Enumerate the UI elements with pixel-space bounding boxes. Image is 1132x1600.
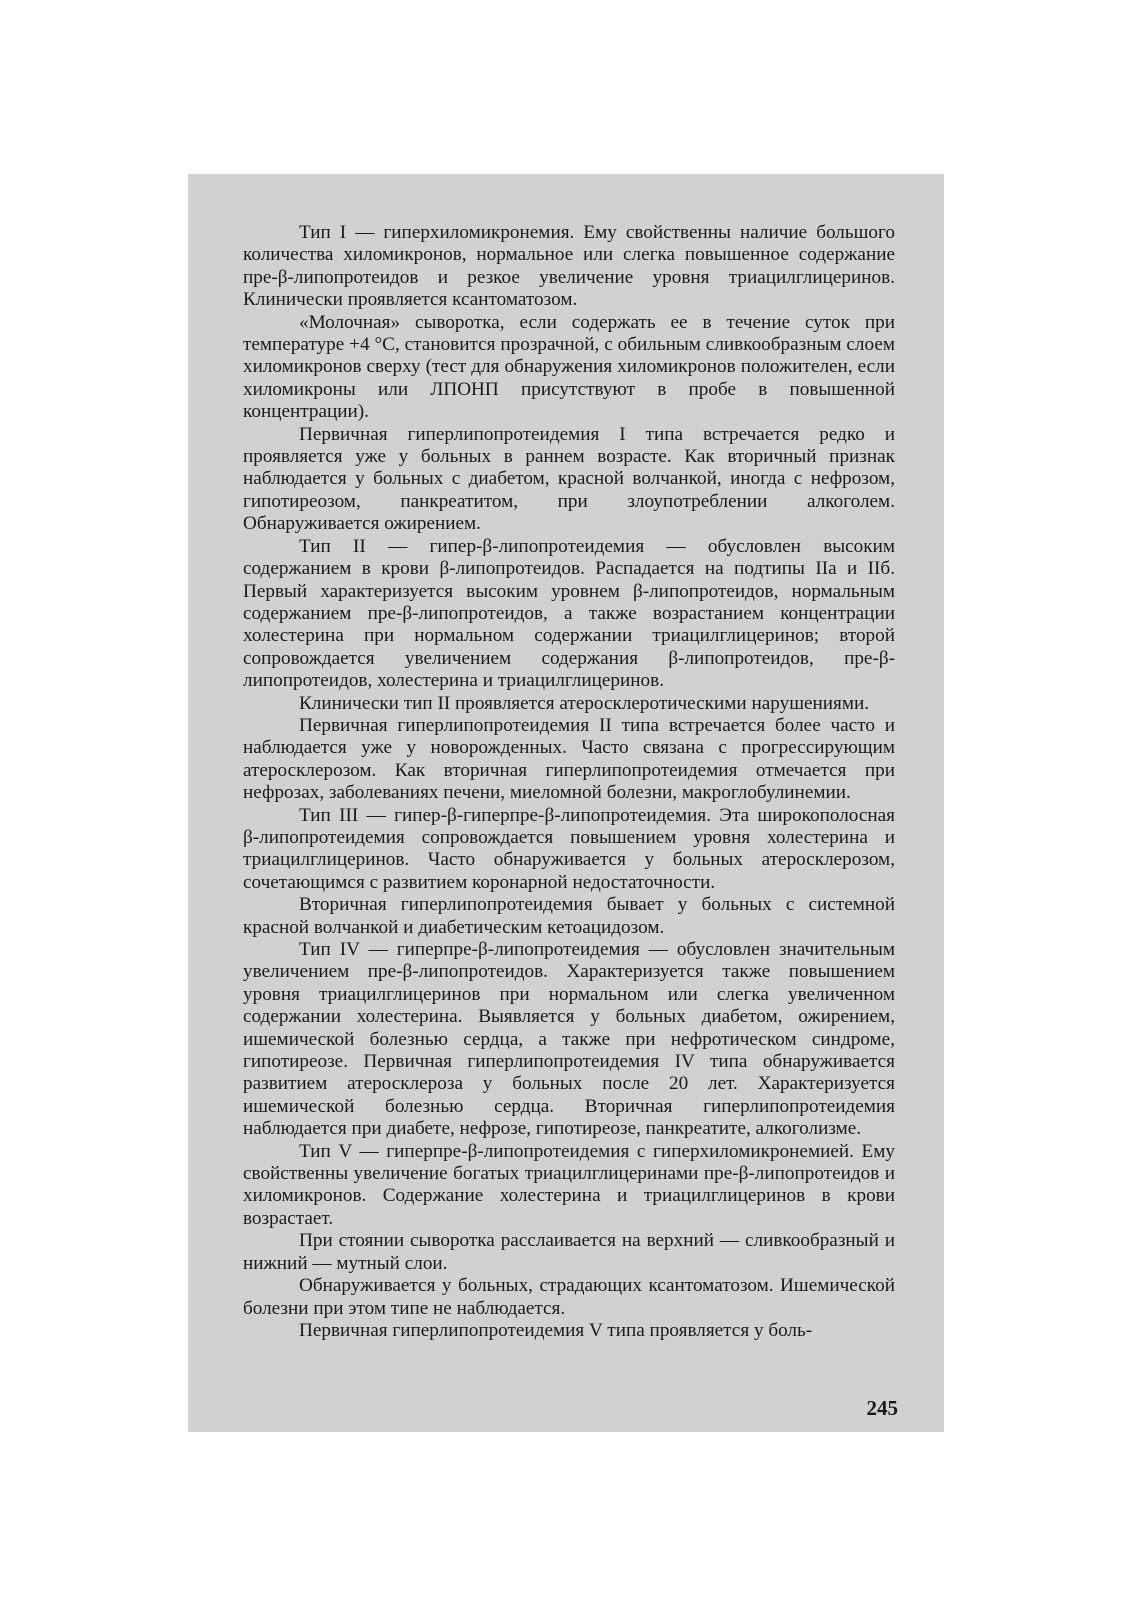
paragraph: Тип II — гипер-β-липопротеидемия — обусловлен высоким содержанием в крови β-липопротеидов. Распадается на подтипы IIа и IIб. Первый характеризуется высоким уровнем β-липопротеидов, нормальным содержанием пре-β-липопротеидов, а также возрастанием концентрации холестерина при нормальном содержании триацилглицеринов; второй сопровождается увеличением содержания β-липопротеидов, пре-β-липопротеидов, холестерина и триацилглицеринов. bbox=[243, 535, 895, 692]
body-text bbox=[243, 222, 895, 1342]
paragraph: Первичная гиперлипопротеидемия V типа проявляется у боль- bbox=[299, 1319, 813, 1341]
paragraph: Тип V — гиперпре-β-липопротеидемия с гиперхиломикронемией. Ему свойственны увеличение богатых триацилглицеринами пре-β-липопротеидов и хиломикронов. Содержание холестерина и триацилглицеринов в крови возрастает. bbox=[243, 1140, 895, 1229]
paragraph: Первичная гиперлипопротеидемия I типа встречается редко и проявляется уже у больных в раннем возрасте. Как вторичный признак наблюдается у больных с диабетом, красной волчанкой, иногда с нефрозом, гипотиреозом, панкреатитом, при злоупотреблении алкоголем. Обнаруживается ожирением. bbox=[243, 423, 895, 535]
paragraph: При стоянии сыворотка расслаивается на верхний — сливкообразный и нижний — мутный слои. bbox=[243, 1230, 895, 1274]
scanned-page bbox=[188, 174, 944, 1432]
paragraph: Тип IV — гиперпре-β-липопротеидемия — обусловлен значительным увеличением пре-β-липопротеидов. Характеризуется также повышением уровня триацилглицеринов при нормальном или слегка увеличенном содержании холестерина. Выявляется у больных диабетом, ожирением, ишемической болезнью сердца, а также при нефротическом синдроме, гипотиреозе. Первичная гиперлипопротеидемия IV типа обнаруживается развитием атеросклероза у больных после 20 лет. Характеризуется ишемической болезнью сердца. Вторичная гиперлипопротеидемия наблюдается при диабете, нефрозе, гипотиреозе, панкреатите, алкоголизме. bbox=[243, 939, 895, 1140]
paragraph: Тип III — гипер-β-гиперпре-β-липопротеидемия. Эта широкополосная β-липопротеидемия сопровождается повышением уровня холестерина и триацилглицеринов. Часто обнаруживается у больных атеросклерозом, сочетающимся с развитием коронарной недостаточности. bbox=[243, 804, 895, 893]
paragraph: Обнаруживается у больных, страдающих ксантоматозом. Ишемической болезни при этом типе не наблюдается. bbox=[243, 1275, 895, 1319]
paragraph: Клинически тип II проявляется атеросклеротическими нарушениями. bbox=[299, 692, 870, 714]
paragraph: Тип I — гиперхиломикронемия. Ему свойственны наличие большого количества хиломикронов, нормальное или слегка повышенное содержание пре-β-липопротеидов и резкое увеличение уровня триацилглицеринов. Клинически проявляется ксантоматозом. bbox=[243, 222, 895, 311]
page-number: 245 bbox=[866, 1396, 898, 1420]
paragraph: Вторичная гиперлипопротеидемия бывает у больных с системной красной волчанкой и диабетическим кетоацидозом. bbox=[243, 894, 895, 938]
paragraph: «Молочная» сыворотка, если содержать ее в течение суток при температуре +4 °С, становится прозрачной, с обильным сливкообразным слоем хиломикронов сверху (тест для обнаружения хиломикронов положителен, если хиломикроны или ЛПОНП присутствуют в пробе в повышенной концентрации). bbox=[243, 311, 895, 423]
paragraph: Первичная гиперлипопротеидемия II типа встречается более часто и наблюдается уже у новорожденных. Часто связана с прогрессирующим атеросклерозом. Как вторичная гиперлипопротеидемия отмечается при нефрозах, заболеваниях печени, миеломной болезни, макроглобулинемии. bbox=[243, 714, 895, 804]
